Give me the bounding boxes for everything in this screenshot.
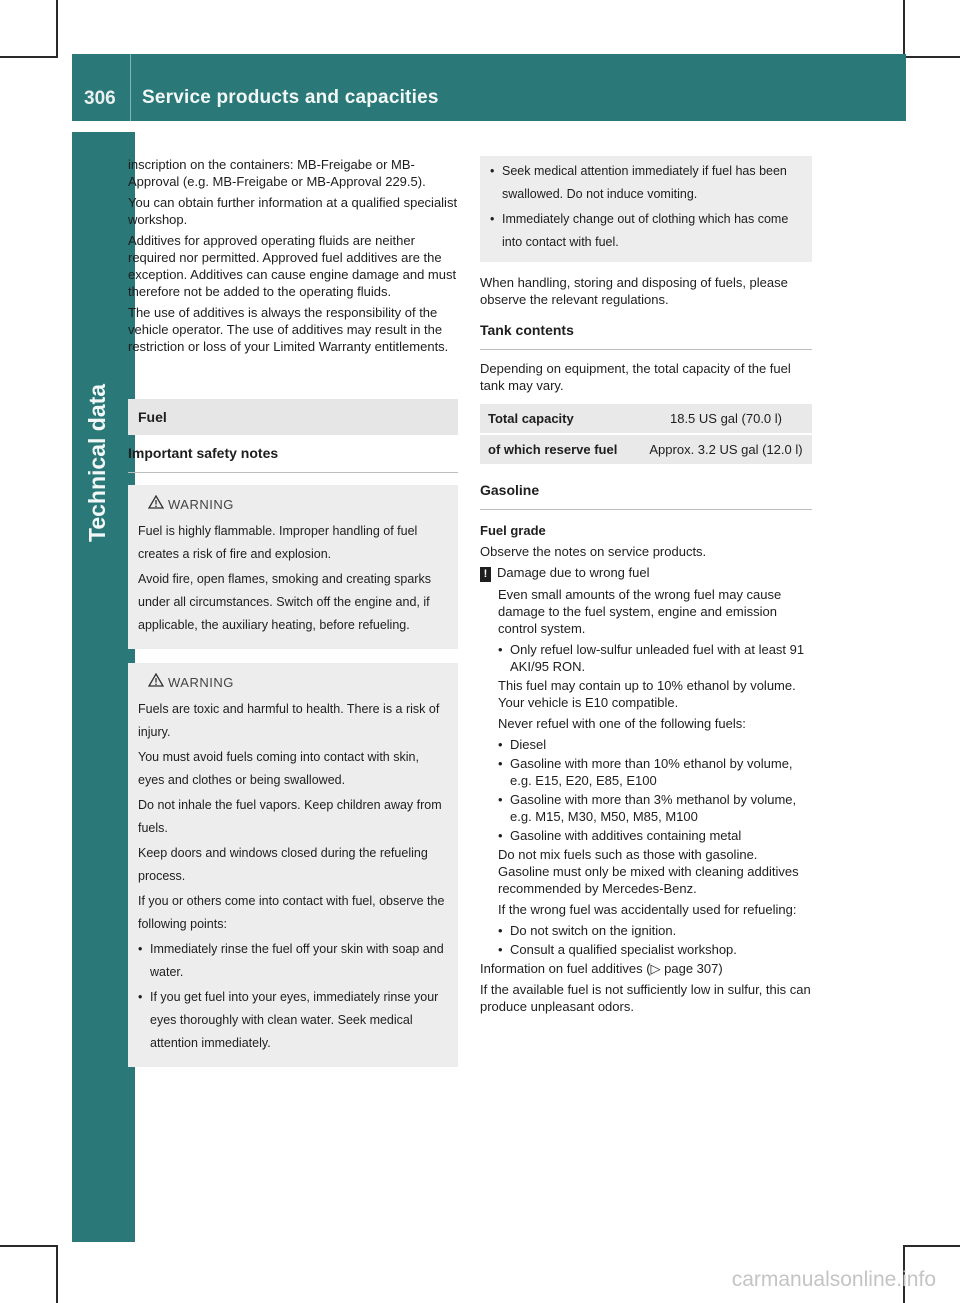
- notice-text: Even small amounts of the wrong fuel may cause damage to the fuel system, engine and emission control system.: [498, 587, 782, 636]
- notice-block: [480, 564, 812, 958]
- watermark: carmanualsonline.info: [731, 1268, 936, 1291]
- warning-text: Do not inhale the fuel vapors. Keep children away from fuels.: [138, 798, 442, 835]
- table-row: [480, 435, 812, 464]
- warning-bullet: • Immediately rinse the fuel off your skin with soap and water.: [138, 938, 448, 984]
- warning-triangle-icon: [148, 495, 164, 509]
- side-tab-label: Technical data: [84, 383, 110, 542]
- notice-bullet: • Gasoline with more than 3% methanol by volume, e.g. M15, M30, M50, M85, M100: [498, 791, 812, 825]
- warning-label: WARNING: [168, 675, 234, 690]
- subsection-title: Tank contents: [480, 312, 812, 350]
- body-paragraph: Depending on equipment, the total capacity of the fuel tank may vary.: [480, 361, 791, 393]
- crop-mark: [56, 0, 58, 58]
- crop-mark: [903, 1245, 960, 1247]
- right-column: [480, 156, 812, 1019]
- left-column: [128, 156, 458, 1067]
- warning-text: You must avoid fuels coming into contact with skin, eyes and clothes or being swallowed.: [138, 750, 419, 787]
- intro-paragraph: inscription on the containers: MB-Freigabe or MB-Approval (e.g. MB-Freigabe or MB-Approval 229.5).: [128, 157, 426, 189]
- warning-box: [128, 485, 458, 649]
- warning-text: Fuels are toxic and harmful to health. There is a risk of injury.: [138, 702, 440, 739]
- notice-bullet: • Diesel: [498, 736, 812, 753]
- notice-text: This fuel may contain up to 10% ethanol by volume. Your vehicle is E10 compatible.: [498, 678, 796, 710]
- table-key: of which reserve fuel: [488, 442, 618, 457]
- page-number: 306: [84, 88, 116, 109]
- notice-text: Do not mix fuels such as those with gasoline. Gasoline must only be mixed with cleaning additives recommended by Mercedes-Benz.: [498, 847, 799, 896]
- notice-title: Damage due to wrong fuel: [497, 565, 650, 580]
- notice-bullet: • Gasoline with additives containing metal: [498, 827, 812, 844]
- warning-bullet: • If you get fuel into your eyes, immediately rinse your eyes thoroughly with clean water. Seek medical attention immediately.: [138, 986, 448, 1055]
- notice-text: Never refuel with one of the following fuels:: [498, 716, 746, 731]
- section-title-fuel: Fuel: [128, 399, 458, 435]
- page-title: Service products and capacities: [142, 87, 439, 108]
- warning-text: Keep doors and windows closed during the refueling process.: [138, 846, 428, 883]
- warning-text: Avoid fire, open flames, smoking and creating sparks under all circumstances. Switch off the engine and, if applicable, the auxiliary heating, before refueling.: [138, 572, 431, 632]
- warning-triangle-icon: [148, 673, 164, 687]
- notice-text: If the wrong fuel was accidentally used for refueling:: [498, 902, 797, 917]
- body-paragraph: Observe the notes on service products.: [480, 544, 707, 559]
- subsection-title: Important safety notes: [128, 435, 458, 473]
- header-divider: [130, 54, 131, 121]
- table-row: [480, 404, 812, 435]
- table-value: 18.5 US gal (70.0 l): [669, 411, 782, 426]
- notice-icon: !: [480, 567, 491, 582]
- intro-paragraph: The use of additives is always the responsibility of the vehicle operator. The use of additives may result in the restriction or loss of your Limited Warranty entitlements.: [128, 305, 449, 354]
- page-header: [72, 54, 906, 121]
- capacity-table: [480, 404, 812, 464]
- crop-mark: [0, 56, 58, 58]
- subsection-title: Gasoline: [480, 468, 812, 510]
- intro-paragraph: Additives for approved operating fluids are neither required nor permitted. Approved fuel additives are the exception. Additives can cause engine damage and must therefore not be added to the operating fluids.: [128, 233, 457, 299]
- warning-label: WARNING: [168, 497, 234, 512]
- notice-bullet: • Do not switch on the ignition.: [498, 922, 812, 939]
- crop-mark: [56, 1245, 58, 1303]
- crop-mark: [903, 56, 960, 58]
- crop-mark: [0, 1245, 58, 1247]
- side-tab: [72, 132, 135, 1242]
- warning-text: Fuel is highly flammable. Improper handling of fuel creates a risk of fire and explosion.: [138, 524, 418, 561]
- warning-box: [128, 663, 458, 1067]
- body-paragraph: If the available fuel is not sufficiently low in sulfur, this can produce unpleasant odors.: [480, 982, 811, 1014]
- notice-bullet: • Gasoline with more than 10% ethanol by volume, e.g. E15, E20, E85, E100: [498, 755, 812, 789]
- notice-bullet: • Consult a qualified specialist workshop.: [498, 941, 812, 958]
- warning-bullet: • Seek medical attention immediately if fuel has been swallowed. Do not induce vomiting.: [490, 160, 802, 206]
- page-reference-link[interactable]: Information on fuel additives (▷ page 307): [480, 961, 723, 976]
- heading-small: Fuel grade: [480, 523, 546, 538]
- crop-mark: [903, 0, 905, 58]
- intro-paragraph: You can obtain further information at a qualified specialist workshop.: [128, 195, 458, 227]
- table-key: Total capacity: [488, 411, 574, 426]
- warning-text: If you or others come into contact with fuel, observe the following points:: [138, 894, 445, 931]
- warning-box-continued: [480, 156, 812, 262]
- notice-bullet: • Only refuel low-sulfur unleaded fuel with at least 91 AKI/95 RON.: [498, 641, 812, 675]
- table-value: Approx. 3.2 US gal (12.0 l): [649, 442, 803, 457]
- warning-bullet: • Immediately change out of clothing which has come into contact with fuel.: [490, 208, 802, 254]
- body-paragraph: When handling, storing and disposing of fuels, please observe the relevant regulations.: [480, 275, 788, 307]
